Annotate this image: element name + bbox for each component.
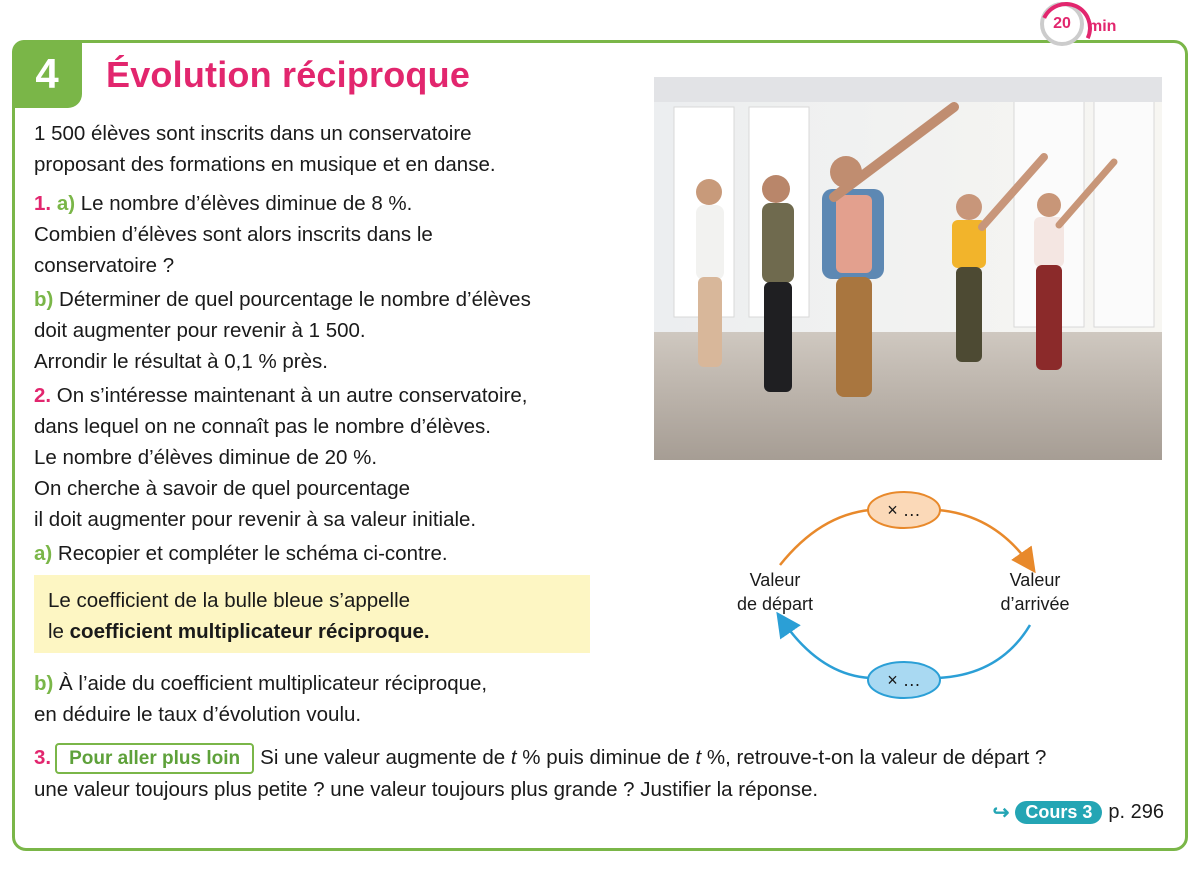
- timer-unit: min: [1088, 18, 1117, 35]
- question-3: 3. Pour aller plus loin Si une valeur augmente de t % puis diminue de t %, retrouve-t-on la valeur de départ ? une valeur toujours plus petite ? une valeur toujours plus grande ? Justifier la réponse.: [34, 742, 1046, 805]
- timer: [1030, 2, 1130, 42]
- sub-label: a): [56, 192, 76, 215]
- dancers-illustration: [654, 77, 1162, 460]
- exercise-title: Évolution réciproque: [106, 54, 471, 95]
- bottom-bubble-label: × …: [887, 670, 921, 690]
- sub-label: a): [34, 542, 53, 565]
- question-2a: a) Recopier et compléter le schéma ci-contre.: [34, 542, 448, 565]
- question-2: 2. On s’intéresse maintenant à un autre conservatoire, dans lequel on ne connaît pas le nombre d’élèves. Le nombre d’élèves diminue de 20 %. On cherche à savoir de quel pourcentage il doit augmenter pour revenir à sa valeur initiale.: [34, 384, 528, 531]
- question-1a: 1. a) Le nombre d’élèves diminue de 8 %. Combien d’élèves sont alors inscrits dans le conservatoire ?: [34, 192, 433, 277]
- dancer-figure: [762, 175, 794, 392]
- question-number: 3.: [34, 746, 52, 769]
- timer-minutes: 20: [1053, 15, 1071, 32]
- question-2b: b) À l’aide du coefficient multiplicateur réciproque, en déduire le taux d’évolution voulu.: [34, 672, 488, 726]
- course-reference[interactable]: [993, 800, 1164, 825]
- sub-label: b): [34, 288, 54, 311]
- reciprocal-diagram: [700, 480, 1120, 710]
- timer-icon: [1040, 2, 1084, 46]
- question-number: 1.: [34, 192, 52, 215]
- intro-text: 1 500 élèves sont inscrits dans un conservatoire proposant des formations en musique et en danse.: [34, 122, 496, 176]
- arrow-right-icon: ↪: [992, 802, 1010, 824]
- page-reference: p. 296: [1108, 801, 1164, 823]
- pour-aller-plus-loin-badge: Pour aller plus loin: [55, 743, 254, 774]
- question-number: 2.: [34, 384, 52, 407]
- top-bubble-label: × …: [887, 500, 921, 520]
- sub-label: b): [34, 672, 54, 695]
- question-1b: b) Déterminer de quel pourcentage le nombre d’élèves doit augmenter pour revenir à 1 500. Arrondir le résultat à 0,1 % près.: [34, 288, 531, 373]
- end-value-label: Valeur d’arrivée: [1000, 570, 1070, 614]
- course-badge[interactable]: Cours 3: [1015, 801, 1102, 824]
- start-value-label: Valeur de départ: [736, 570, 814, 614]
- dance-class-photo: [654, 77, 1162, 460]
- definition-note: Le coefficient de la bulle bleue s’appelle le coefficient multiplicateur réciproque.: [34, 575, 590, 653]
- definition-term: coefficient multiplicateur réciproque.: [69, 620, 430, 643]
- exercise-number: 4: [12, 40, 82, 108]
- dancer-figure: [696, 179, 724, 367]
